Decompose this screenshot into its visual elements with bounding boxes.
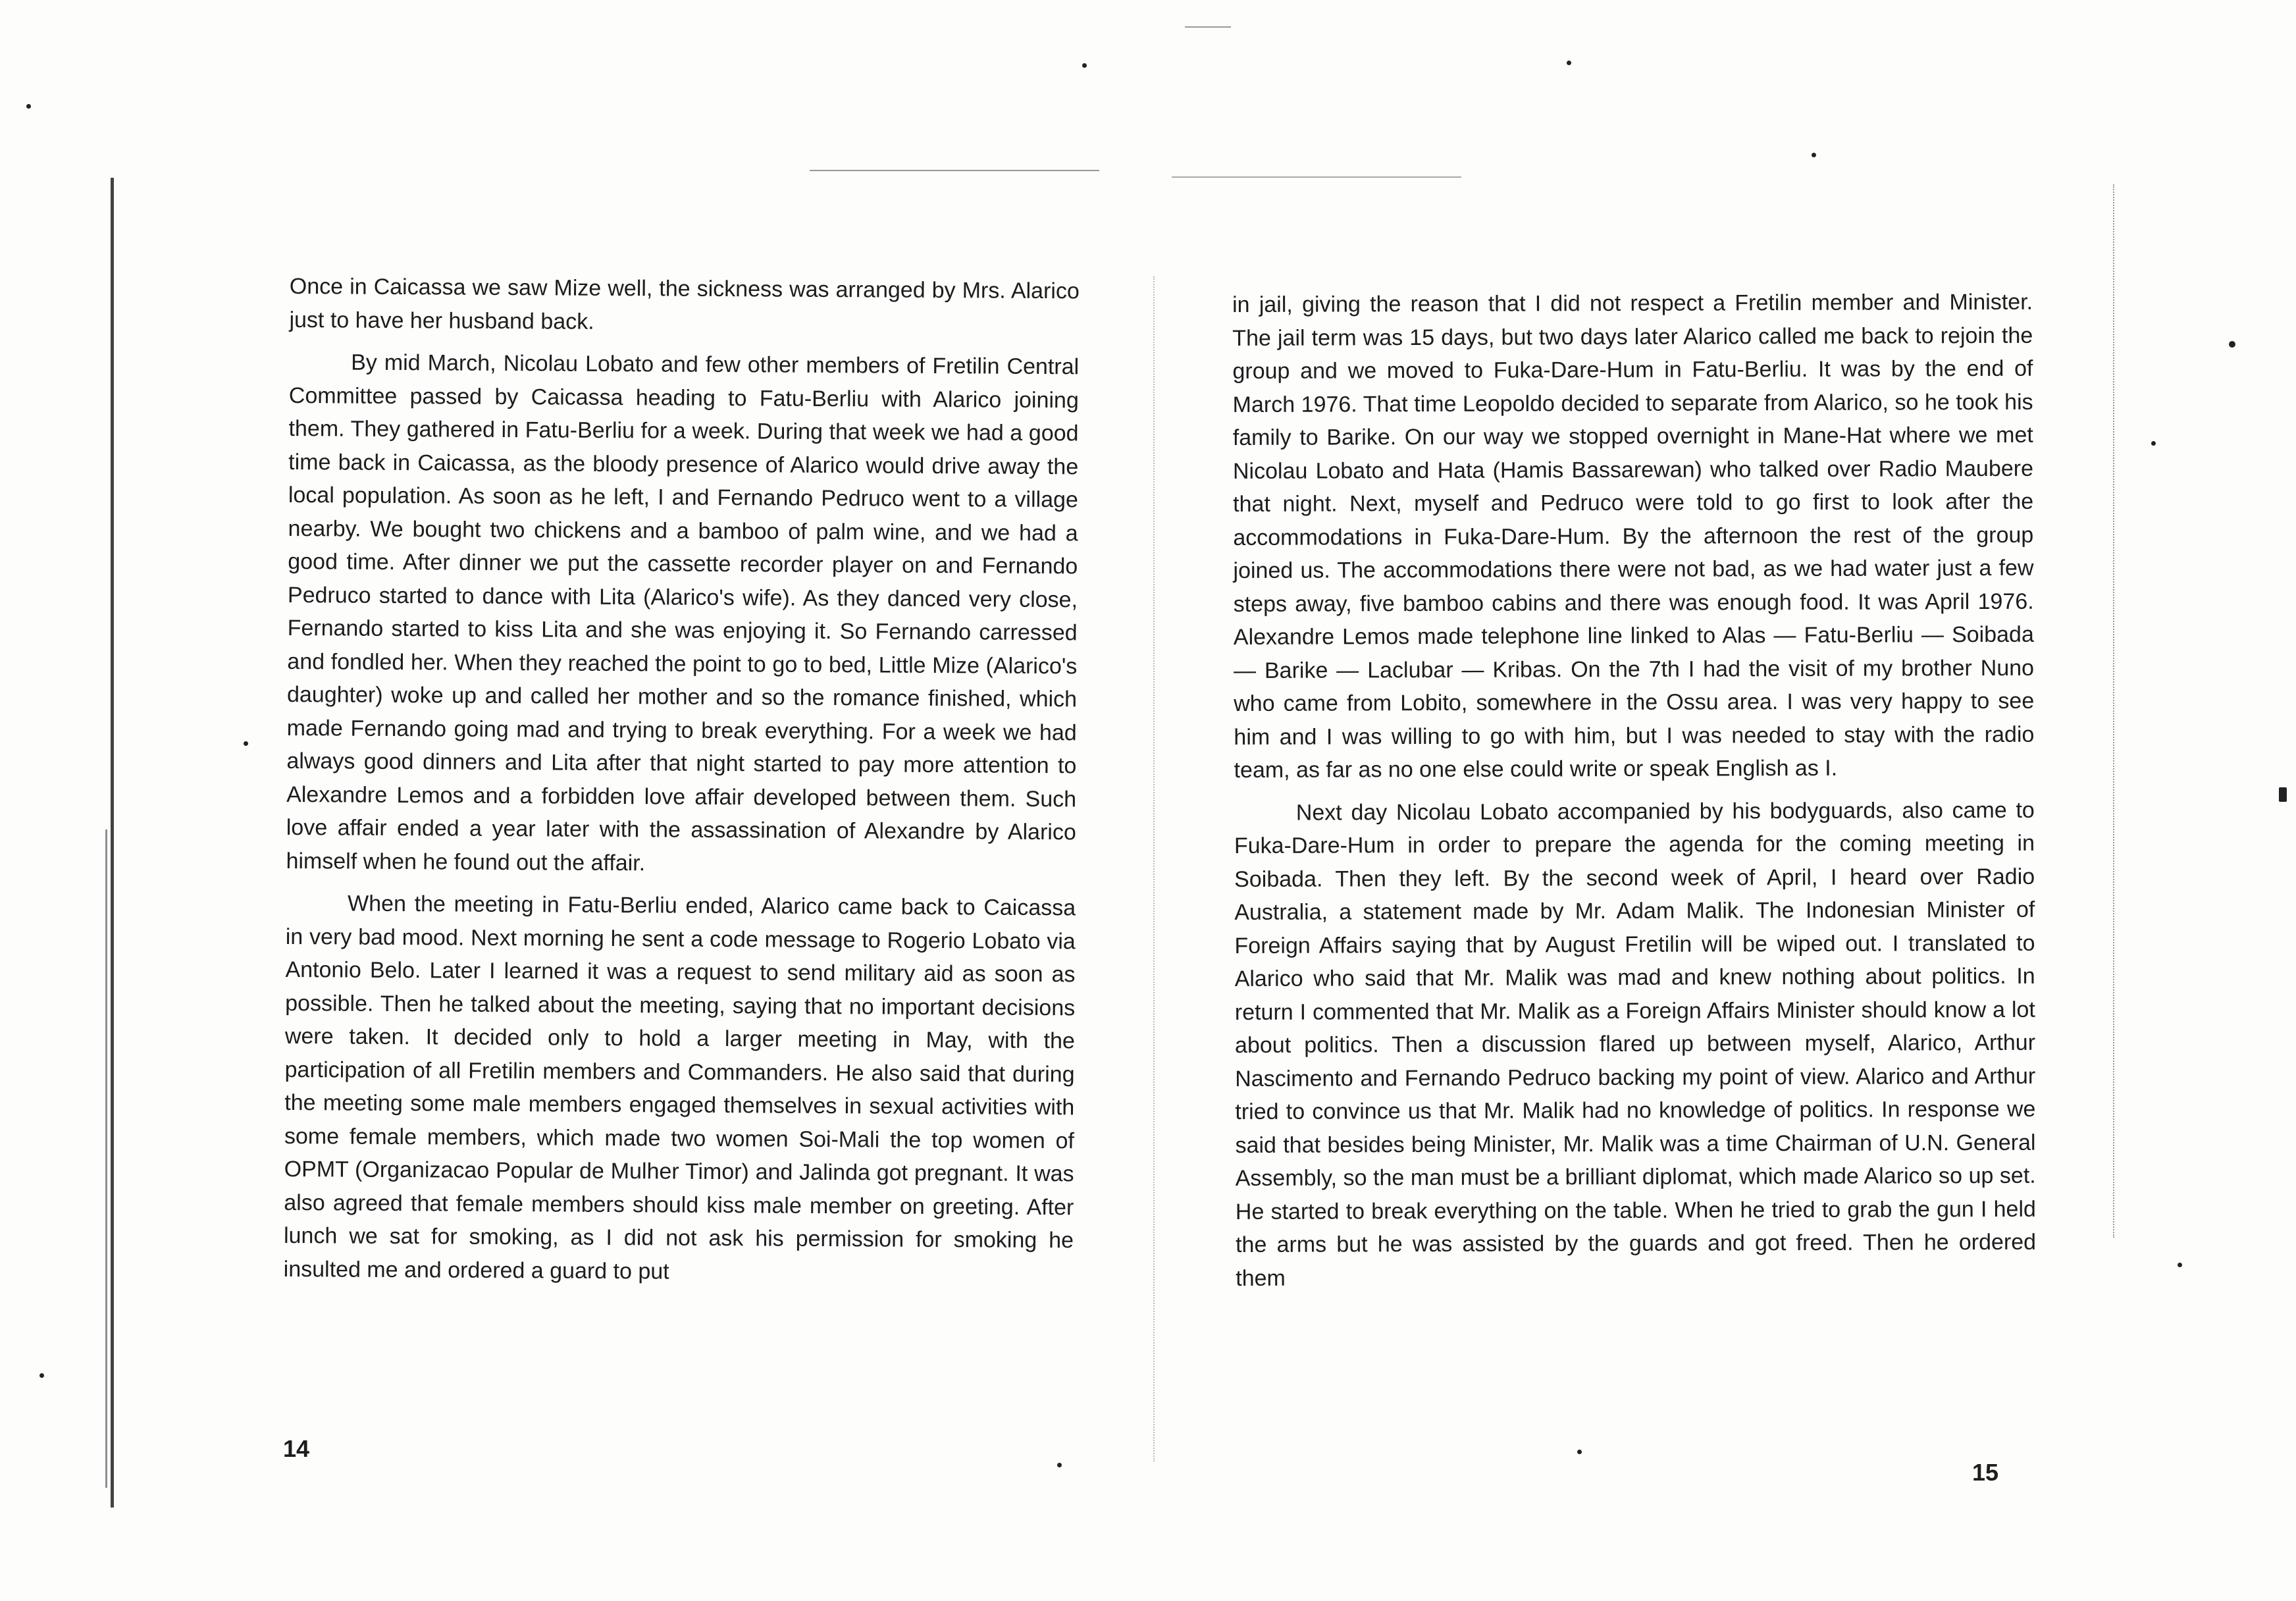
scan-artifact-dash [1185, 26, 1231, 28]
page-edge-dotted-line [2113, 184, 2116, 1238]
page-number-right: 15 [1972, 1459, 1999, 1486]
scan-speck [2178, 1263, 2182, 1267]
left-paragraph: Once in Caicassa we saw Mize well, the sickness was arranged by Mrs. Alarico just to have her husband back. [289, 273, 1080, 334]
scan-speck [1082, 63, 1087, 68]
left-paragraph: When the meeting in Fatu-Berliu ended, Alarico came back to Caicassa in very bad mood. Next morning he sent a code message to Rogerio Lobato via Antonio Belo. Later I learned it was a request to send military aid as soon as possible. Then he talked about the meeting, saying that no important decisions were taken. It decided only to hold a larger meeting in May, with the participation of all Fretilin members and Commanders. He also said that during the meeting some male members engaged themselves in sexual activities with some female members, which made two women Soi-Mali the top women of OPMT (Organizacao Popular de Mulher Timor) and Jalinda got pregnant. It was also agreed that female members should kiss male member on greeting. After lunch we sat for smoking, as I did not ask his permission for smoking he insulted me and ordered a guard to put [283, 891, 1076, 1284]
right-paragraph: in jail, giving the reason that I did not respect a Fretilin member and Minister. The jail term was 15 days, but two days later Alarico called me back to rejoin the group and we moved to Fuka-Dare-Hum in Fatu-Berliu. It was by the end of March 1976. That time Leopoldo decided to separate from Alarico, so he took his family to Barike. On our way we stopped overnight in Mane-Hat where we met Nicolau Lobato and Hata (Hamis Bassarewan) who talked over Radio Maubere that night. Next, myself and Pedruco were told to go first to look after the accommodations in Fuka-Dare-Hum. By the afternoon the rest of the group joined us. The accommodations there were not bad, as we had water just a few steps away, five bamboo cabins and there was enough food. It was April 1976. Alexandre Lemos made telephone line linked to Alas — Fatu-Berliu — Soibada — Barike — Laclubar — Kribas. On the 7th I had the visit of my brother Nuno who came from Lobito, somewhere in the Ossu area. I was very happy to see him and I was willing to go with him, but I was needed to stay with the radio team, as far as no one else could write or speak English as I. [1232, 289, 2035, 783]
scan-speck [1567, 61, 1571, 65]
binding-edge-line [111, 178, 114, 1508]
scan-speck [26, 104, 31, 109]
right-paragraph: Next day Nicolau Lobato accompanied by his bodyguards, also came to Fuka-Dare-Hum in order to prepare the agenda for the coming meeting in Soibada. Then they left. By the second week of April, I heard over Radio Australia, a statement made by Mr. Adam Malik. The Indonesian Minister of Foreign Affairs saying that by August Fretilin will be wiped out. I translated to Alarico who said that Mr. Malik was mad and knew nothing about politics. In return I commented that Mr. Malik as a Foreign Affairs Minister should know a lot about politics. Then a discussion flared up between myself, Alarico, Arthur Nascimento and Fernando Pedruco backing my point of view. Alarico and Arthur tried to convince us that Mr. Malik had no knowledge of politics. In response we said that besides being Minister, Mr. Malik was a time Chairman of U.N. General Assembly, so the man must be a brilliant diplomat, which made Alarico so up set. He started to break everything on the table. When he tried to grab the gun I held the arms but he was assisted by the guards and got freed. Then he ordered them [1234, 797, 2037, 1291]
scan-artifact-dash [810, 170, 1099, 171]
page-number-left: 14 [283, 1435, 310, 1462]
scan-speck [39, 1373, 44, 1378]
scan-speck [1057, 1463, 1062, 1467]
scan-speck [2229, 341, 2235, 348]
binding-edge-shadow [105, 829, 107, 1488]
gutter-dotted-line [1153, 276, 1156, 1461]
scan-speck [244, 741, 248, 746]
right-page [1232, 286, 2036, 1295]
scan-speck [1812, 153, 1816, 157]
scan-speck [2279, 787, 2287, 802]
scan-speck [1577, 1450, 1582, 1454]
scan-speck [2151, 441, 2156, 446]
left-page [284, 270, 1080, 1290]
left-paragraph: By mid March, Nicolau Lobato and few other members of Fretilin Central Committee passed by Caicassa heading to Fatu-Berliu with Alarico joining them. They gathered in Fatu-Berliu for a week. During that week we had a good time back in Caicassa, as the bloody presence of Alarico would drive away the local population. As soon as he left, I and Fernando Pedruco went to a village nearby. We bought two chickens and a bamboo of palm wine, and we had a good time. After dinner we put the cassette recorder player on and Fernando Pedruco started to dance with Lita (Alarico's wife). As they danced very close, Fernando started to kiss Lita and she was enjoying it. So Fernando carressed and fondled her. When they reached the point to go to bed, Little Mize (Alarico's daughter) woke up and called her mother and so the romance finished, which made Fernando going mad and trying to break everything. For a week we had always good dinners and Lita after that night started to pay more attention to Alexandre Lemos and a forbidden love affair developed between them. Such love affair ended a year later with the assassination of Alexandre by Alarico himself when he found out the affair. [286, 350, 1080, 876]
scan-artifact-dash [1172, 176, 1461, 178]
